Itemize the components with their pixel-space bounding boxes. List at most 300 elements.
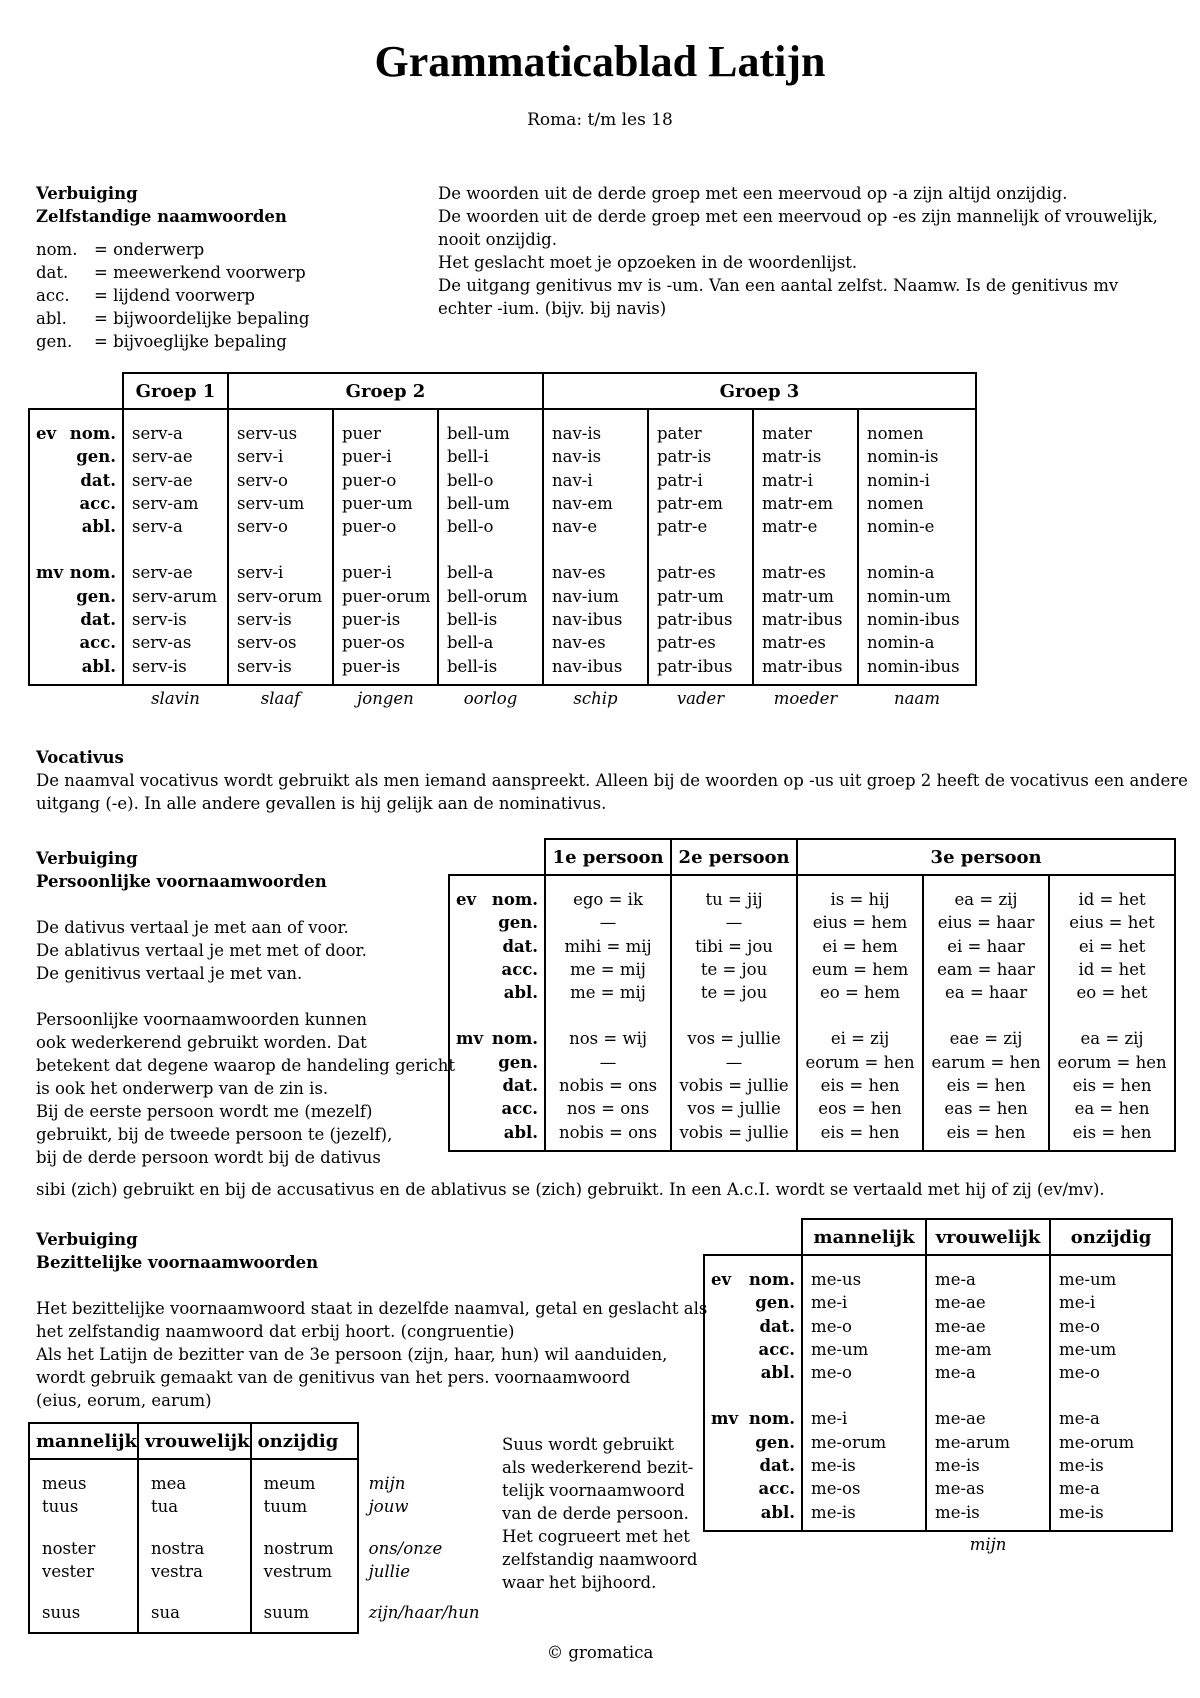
- spacer-cell: [704, 1384, 738, 1407]
- table-cell: serv-os: [228, 631, 333, 654]
- table-row: [29, 1601, 488, 1624]
- translation: jongen: [357, 689, 414, 709]
- table-cell: bell-a: [438, 561, 543, 584]
- table-cell: nav-ium: [543, 585, 648, 608]
- number-label: ev: [36, 424, 57, 443]
- table-cell: ei = hem: [797, 935, 923, 958]
- table-cell: te = jou: [671, 981, 797, 1004]
- case-abbr: nom.: [36, 240, 78, 259]
- footer: © gromatica: [546, 1643, 654, 1662]
- table-cell: vestrum: [251, 1560, 358, 1583]
- number-label: [704, 1477, 738, 1500]
- table-cell: te = jou: [671, 958, 797, 981]
- table-cell: serv-i: [228, 445, 333, 468]
- table-cell: me-o: [802, 1361, 926, 1384]
- spacer-cell: [648, 538, 753, 561]
- number-label: ev: [456, 890, 477, 909]
- table-row: [29, 1560, 488, 1583]
- masc-header: mannelijk: [802, 1219, 926, 1255]
- table-cell: me-i: [1050, 1291, 1172, 1314]
- table-cell: suus: [29, 1601, 138, 1624]
- table-cell: vos = jullie: [671, 1097, 797, 1120]
- translation: oorlog: [463, 689, 518, 709]
- table-cell: nav-em: [543, 492, 648, 515]
- table-cell: serv-orum: [228, 585, 333, 608]
- spacer-cell: [29, 678, 69, 685]
- table-cell: me-a: [926, 1361, 1050, 1384]
- translation: mijn: [969, 1535, 1007, 1555]
- table-cell: me-os: [802, 1477, 926, 1500]
- spacer-cell: [802, 1384, 926, 1407]
- table-row: [704, 1361, 1172, 1384]
- spacer-cell: [858, 678, 976, 685]
- spacer-cell: [358, 1624, 488, 1633]
- table-cell: me-a: [926, 1268, 1050, 1291]
- table-cell: me-i: [802, 1291, 926, 1314]
- vocativus-text-1: De naamval vocativus wordt gebruikt als men iemand aanspreekt. Alleen bij de woorden op -us uit groep 2 heeft de vocativus een andere: [36, 771, 1188, 790]
- number-label: mv: [36, 563, 64, 583]
- section-heading: Verbuiging: [36, 1230, 138, 1249]
- table-cell: bell-orum: [438, 585, 543, 608]
- table-cell: matr-em: [753, 492, 858, 515]
- person-2-header: 2e persoon: [671, 839, 797, 875]
- note-line: van de derde persoon.: [502, 1504, 689, 1523]
- table-cell: nobis = ons: [545, 1074, 671, 1097]
- spacer-cell: [483, 1004, 545, 1027]
- table-cell: puer-um: [333, 492, 438, 515]
- table-cell: ei = het: [1049, 935, 1175, 958]
- table-cell: patr-e: [648, 515, 753, 538]
- note-line: De dativus vertaal je met aan of voor.: [36, 918, 349, 937]
- table-cell: matr-ibus: [753, 655, 858, 678]
- table-cell: me = mij: [545, 958, 671, 981]
- spacer-cell: [29, 1583, 138, 1601]
- table-cell: me-o: [1050, 1315, 1172, 1338]
- table-row: [704, 1268, 1172, 1291]
- table-cell: me-arum: [926, 1431, 1050, 1454]
- table-cell: ea = hen: [1049, 1097, 1175, 1120]
- note-line: Persoonlijke voornaamwoorden kunnen: [36, 1010, 368, 1029]
- table-cell: earum = hen: [923, 1051, 1049, 1074]
- table-cell: nav-ibus: [543, 655, 648, 678]
- spacer-cell: [138, 1624, 251, 1633]
- spacer-cell: [545, 1144, 671, 1151]
- spacer-cell: [753, 409, 858, 422]
- case-label: abl.: [503, 1122, 539, 1142]
- table-cell: patr-um: [648, 585, 753, 608]
- table-cell: mea: [138, 1472, 251, 1495]
- table-row: [449, 1097, 1175, 1120]
- note-line: nooit onzijdig.: [438, 230, 557, 249]
- table-cell: patr-es: [648, 561, 753, 584]
- note-line: waar het bijhoord.: [502, 1573, 657, 1592]
- fem-header: vrouwelijk: [138, 1423, 251, 1459]
- case-label: nom.: [748, 1409, 796, 1429]
- spacer-cell: [753, 538, 858, 561]
- table-cell: me-as: [926, 1477, 1050, 1500]
- spacer-cell: [449, 875, 483, 888]
- table-cell: serv-arum: [123, 585, 228, 608]
- note-line: wordt gebruik gemaakt van de genitivus van het pers. voornaamwoord: [36, 1368, 631, 1387]
- table-cell: nav-i: [543, 469, 648, 492]
- case-label: abl.: [81, 517, 116, 537]
- table-cell: puer-i: [333, 561, 438, 584]
- case-label: abl.: [760, 1502, 796, 1522]
- table-row: [29, 445, 976, 468]
- note-line: Bij de eerste persoon wordt me (mezelf): [36, 1102, 373, 1121]
- table-cell: ego = ik: [545, 888, 671, 911]
- spacer-cell: [858, 538, 976, 561]
- table-cell: serv-is: [123, 655, 228, 678]
- case-label: dat.: [759, 1316, 796, 1336]
- spacer-cell: [123, 678, 228, 685]
- number-label: [29, 608, 69, 631]
- table-row: [704, 1315, 1172, 1338]
- spacer-cell: [671, 1144, 797, 1151]
- spacer-cell: [251, 1519, 358, 1537]
- number-label: [449, 1051, 483, 1074]
- neut-header: onzijdig: [251, 1423, 358, 1459]
- table-cell: serv-am: [123, 492, 228, 515]
- table-cell: nav-is: [543, 445, 648, 468]
- table-cell: meus: [29, 1472, 138, 1495]
- table-cell: me-orum: [1050, 1431, 1172, 1454]
- note-line: gebruikt, bij de tweede persoon te (jezelf),: [36, 1125, 393, 1144]
- translation: schip: [573, 689, 618, 709]
- table-cell: nav-es: [543, 561, 648, 584]
- table-cell: puer-i: [333, 445, 438, 468]
- case-label: dat.: [80, 470, 116, 490]
- number-label: [704, 1361, 738, 1384]
- case-label: acc.: [501, 959, 539, 979]
- table-cell: puer-orum: [333, 585, 438, 608]
- table-cell: meum: [251, 1472, 358, 1495]
- fem-header: vrouwelijk: [926, 1219, 1050, 1255]
- spacer-cell: [138, 1583, 251, 1601]
- table-cell: matr-es: [753, 631, 858, 654]
- table-row: [449, 1121, 1175, 1144]
- table-row: [29, 561, 976, 584]
- spacer-cell: [29, 1624, 138, 1633]
- note-line: De genitivus vertaal je met van.: [36, 964, 303, 983]
- table-cell: me-i: [802, 1407, 926, 1430]
- table-row: [704, 1407, 1172, 1430]
- possessive-small-table: [28, 1422, 489, 1634]
- case-definition: [36, 307, 309, 330]
- table-cell: mihi = mij: [545, 935, 671, 958]
- spacer-cell: [438, 678, 543, 685]
- table-cell: me-orum: [802, 1431, 926, 1454]
- table-cell: nav-ibus: [543, 608, 648, 631]
- spacer-cell: [797, 1144, 923, 1151]
- spacer-cell: [926, 1524, 1050, 1531]
- spacer-cell: [251, 1583, 358, 1601]
- possessive-intro: [36, 1228, 707, 1412]
- spacer-cell: [926, 1384, 1050, 1407]
- vocativus-heading: Vocativus: [36, 748, 124, 767]
- spacer-cell: [858, 409, 976, 422]
- spacer-cell: [358, 1459, 488, 1472]
- table-cell: tu = jij: [671, 888, 797, 911]
- case-label: acc.: [501, 1099, 539, 1119]
- number-label: [449, 911, 483, 934]
- spacer-cell: [138, 1519, 251, 1537]
- group-2-header: Groep 2: [228, 373, 543, 409]
- case-definition: [36, 261, 309, 284]
- case-desc: = bijvoeglijke bepaling: [94, 332, 287, 351]
- spacer-cell: [923, 1004, 1049, 1027]
- number-label: [704, 1431, 738, 1454]
- table-cell: eis = hen: [797, 1074, 923, 1097]
- note-line: Als het Latijn de bezitter van de 3e persoon (zijn, haar, hun) wil aanduiden,: [36, 1345, 668, 1364]
- table-row: [29, 608, 976, 631]
- case-label: gen.: [76, 447, 116, 467]
- table-cell: serv-a: [123, 515, 228, 538]
- table-row: [449, 958, 1175, 981]
- case-label: abl.: [760, 1363, 796, 1383]
- spacer-cell: [123, 409, 228, 422]
- table-cell: eius = haar: [923, 911, 1049, 934]
- table-cell: eo = het: [1049, 981, 1175, 1004]
- table-row: [449, 935, 1175, 958]
- table-cell: vestra: [138, 1560, 251, 1583]
- table-cell: pater: [648, 422, 753, 445]
- table-cell: bell-um: [438, 422, 543, 445]
- table-cell: me-o: [802, 1315, 926, 1338]
- table-cell: nostra: [138, 1537, 251, 1560]
- spacer-cell: [797, 875, 923, 888]
- table-row: [29, 469, 976, 492]
- note-line: betekent dat degene waarop de handeling gericht: [36, 1056, 455, 1075]
- table-cell: eius = hem: [797, 911, 923, 934]
- table-cell: me-is: [802, 1501, 926, 1524]
- table-cell: —: [671, 1051, 797, 1074]
- table-cell: me = mij: [545, 981, 671, 1004]
- table-cell: eis = hen: [797, 1121, 923, 1144]
- table-cell: bell-is: [438, 608, 543, 631]
- group-3-header: Groep 3: [543, 373, 976, 409]
- note-line: Het bezittelijke voornaamwoord staat in dezelfde naamval, getal en geslacht als: [36, 1299, 708, 1318]
- table-cell: bell-o: [438, 515, 543, 538]
- spacer-cell: [123, 538, 228, 561]
- table-row: [29, 631, 976, 654]
- spacer-cell: [358, 1519, 488, 1537]
- number-label: [29, 585, 69, 608]
- table-cell: matr-um: [753, 585, 858, 608]
- spacer-row: [704, 1524, 1172, 1531]
- table-cell: serv-um: [228, 492, 333, 515]
- table-row: [29, 585, 976, 608]
- spacer-cell: [671, 875, 797, 888]
- note-line: zelfstandig naamwoord: [502, 1550, 698, 1569]
- table-cell: serv-is: [123, 608, 228, 631]
- spacer-cell: [671, 1004, 797, 1027]
- number-label: [29, 631, 69, 654]
- case-label: gen.: [498, 1052, 539, 1072]
- case-label: nom.: [491, 1029, 539, 1049]
- translation: slavin: [151, 689, 200, 709]
- number-label: mv: [456, 1029, 484, 1049]
- group-1-header: Groep 1: [123, 373, 228, 409]
- number-label: [29, 492, 69, 515]
- spacer-cell: [738, 1255, 802, 1268]
- spacer-cell: [923, 1144, 1049, 1151]
- case-label: nom.: [69, 424, 116, 443]
- case-label: dat.: [80, 610, 116, 630]
- table-row: [29, 492, 976, 515]
- note-line: De woorden uit de derde groep met een meervoud op -es zijn mannelijk of vrouwelijk,: [438, 207, 1158, 226]
- table-cell: id = het: [1049, 888, 1175, 911]
- case-label: dat.: [759, 1456, 796, 1476]
- table-cell: patr-em: [648, 492, 753, 515]
- table-cell: me-o: [1050, 1361, 1172, 1384]
- table-row: [449, 1074, 1175, 1097]
- spacer-cell: [333, 409, 438, 422]
- number-label: ev: [711, 1270, 732, 1289]
- spacer-cell: [228, 538, 333, 561]
- suus-note: [502, 1433, 697, 1594]
- table-cell: me-is: [802, 1454, 926, 1477]
- number-label: [29, 445, 69, 468]
- spacer-cell: [1050, 1255, 1172, 1268]
- spacer-cell: [704, 1255, 738, 1268]
- table-cell: me-a: [1050, 1477, 1172, 1500]
- case-label: nom.: [491, 890, 539, 909]
- table-cell: me-ae: [926, 1291, 1050, 1314]
- spacer-cell: [802, 1255, 926, 1268]
- case-definition: [36, 330, 309, 353]
- case-label: acc.: [79, 633, 116, 653]
- table-cell: nav-is: [543, 422, 648, 445]
- case-list: [36, 238, 309, 353]
- table-cell: nobis = ons: [545, 1121, 671, 1144]
- table-row: [29, 422, 976, 445]
- spacer-row: [449, 1144, 1175, 1151]
- case-label: dat.: [502, 936, 539, 956]
- table-cell: serv-is: [228, 608, 333, 631]
- case-abbr: abl.: [36, 309, 67, 328]
- page-title: Grammaticablad Latijn: [374, 37, 826, 86]
- table-cell: nomen: [858, 492, 976, 515]
- table-cell: —: [671, 911, 797, 934]
- spacer-cell: [545, 1004, 671, 1027]
- table-cell: serv-ae: [123, 561, 228, 584]
- table-cell: me-um: [1050, 1268, 1172, 1291]
- table-cell: nomin-is: [858, 445, 976, 468]
- table-cell: serv-i: [228, 561, 333, 584]
- note-line: De woorden uit de derde groep met een meervoud op -a zijn altijd onzijdig.: [438, 184, 1068, 203]
- case-abbr: gen.: [36, 332, 73, 351]
- spacer-cell: [333, 538, 438, 561]
- translation: jullie: [368, 1561, 410, 1581]
- spacer-cell: [1049, 1144, 1175, 1151]
- spacer-cell: [483, 875, 545, 888]
- table-cell: nomin-ibus: [858, 608, 976, 631]
- table-cell: nos = ons: [545, 1097, 671, 1120]
- table-cell: me-is: [926, 1501, 1050, 1524]
- note-line: echter -ium. (bijv. bij navis): [438, 299, 667, 318]
- table-cell: tuum: [251, 1495, 358, 1518]
- table-cell: serv-is: [228, 655, 333, 678]
- spacer-cell: [228, 409, 333, 422]
- table-cell: ea = haar: [923, 981, 1049, 1004]
- table-cell: serv-o: [228, 515, 333, 538]
- table-cell: eis = hen: [1049, 1121, 1175, 1144]
- table-cell: eum = hem: [797, 958, 923, 981]
- table-row: [29, 1537, 488, 1560]
- spacer-cell: [704, 1524, 738, 1531]
- table-row: [29, 1495, 488, 1518]
- case-definition: [36, 238, 309, 261]
- number-label: [704, 1315, 738, 1338]
- table-cell: matr-i: [753, 469, 858, 492]
- table-cell: nomin-a: [858, 561, 976, 584]
- note-line: Suus wordt gebruikt: [502, 1435, 674, 1454]
- spacer-row: [449, 1004, 1175, 1027]
- spacer-cell: [69, 678, 123, 685]
- number-label: [29, 515, 69, 538]
- case-label: gen.: [76, 586, 116, 606]
- note-line: als wederkerend bezit-: [502, 1458, 694, 1477]
- spacer-cell: [802, 1524, 926, 1531]
- table-row: [704, 1501, 1172, 1524]
- case-label: gen.: [755, 1432, 796, 1452]
- spacer-cell: [228, 678, 333, 685]
- translation: vader: [676, 689, 725, 709]
- note-line: Het cogrueert met het: [502, 1527, 690, 1546]
- table-cell: mater: [753, 422, 858, 445]
- table-cell: puer-is: [333, 608, 438, 631]
- section-heading: Verbuiging: [36, 849, 138, 868]
- table-cell: me-us: [802, 1268, 926, 1291]
- number-label: [29, 469, 69, 492]
- spacer-cell: [29, 1519, 138, 1537]
- reflexive-note: sibi (zich) gebruikt en bij de accusativus en de ablativus se (zich) gebruikt. In een A.c.I. wordt se vertaald met hij of zij (ev/mv).: [36, 1180, 1105, 1199]
- table-cell: puer: [333, 422, 438, 445]
- case-label: abl.: [503, 983, 539, 1003]
- spacer-cell: [251, 1459, 358, 1472]
- number-label: [449, 958, 483, 981]
- table-cell: eorum = hen: [1049, 1051, 1175, 1074]
- number-label: [704, 1338, 738, 1361]
- case-label: nom.: [748, 1270, 796, 1289]
- table-cell: me-a: [1050, 1407, 1172, 1430]
- possessive-big-table: [703, 1218, 1173, 1558]
- spacer-cell: [29, 538, 69, 561]
- spacer-cell: [449, 1004, 483, 1027]
- case-label: gen.: [498, 913, 539, 933]
- table-cell: nomin-um: [858, 585, 976, 608]
- spacer-cell: [545, 875, 671, 888]
- person-3-header: 3e persoon: [797, 839, 1175, 875]
- note-line: telijk voornaamwoord: [502, 1481, 685, 1500]
- table-cell: vobis = jullie: [671, 1121, 797, 1144]
- table-cell: me-um: [802, 1338, 926, 1361]
- table-cell: eo = hem: [797, 981, 923, 1004]
- spacer-cell: [1049, 875, 1175, 888]
- table-cell: noster: [29, 1537, 138, 1560]
- spacer-cell: [333, 678, 438, 685]
- table-cell: matr-es: [753, 561, 858, 584]
- spacer-cell: [543, 538, 648, 561]
- table-cell: is = hij: [797, 888, 923, 911]
- spacer-cell: [251, 1624, 358, 1633]
- spacer-row: [29, 1459, 488, 1472]
- spacer-row: [29, 1583, 488, 1601]
- table-cell: bell-is: [438, 655, 543, 678]
- spacer-cell: [923, 875, 1049, 888]
- case-label: acc.: [758, 1479, 796, 1499]
